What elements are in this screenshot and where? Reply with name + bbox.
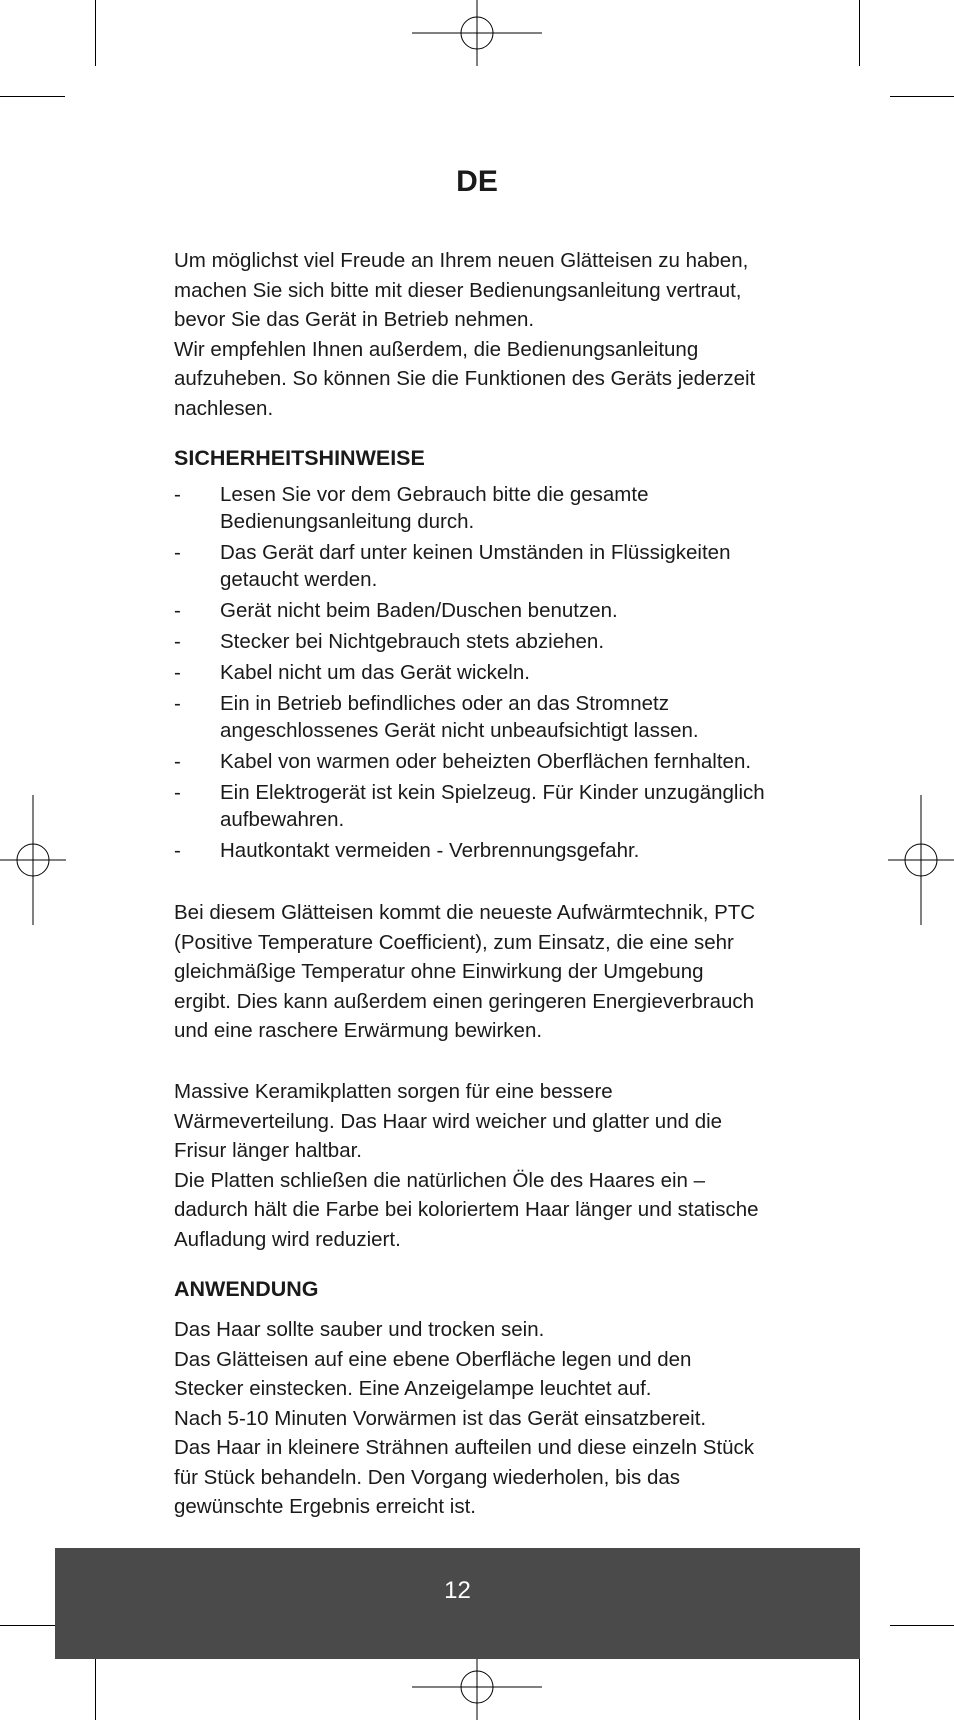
text-line: bevor Sie das Gerät in Betrieb nehmen. bbox=[174, 308, 535, 331]
list-bullet: - bbox=[174, 750, 181, 773]
list-item-text: Gerät nicht beim Baden/Duschen benutzen. bbox=[220, 599, 618, 622]
text-line: Bei diesem Glätteisen kommt die neueste Aufwärmtechnik, PTC bbox=[174, 901, 756, 924]
list-bullet: - bbox=[174, 692, 181, 715]
text-line: Wir empfehlen Ihnen außerdem, die Bedienungsanleitung bbox=[174, 337, 699, 361]
footer-bar bbox=[55, 1548, 860, 1659]
list-item-text: Kabel nicht um das Gerät wickeln. bbox=[220, 661, 530, 684]
text-line: machen Sie sich bitte mit dieser Bedienungsanleitung vertraut, bbox=[174, 278, 742, 302]
text-line: aufzuheben. So können Sie die Funktionen des Geräts jederzeit bbox=[174, 367, 756, 390]
text-line: Frisur länger haltbar. bbox=[174, 1139, 363, 1162]
list-item-text: angeschlossenes Gerät nicht unbeaufsichtigt lassen. bbox=[220, 719, 699, 742]
intro-paragraph bbox=[174, 246, 794, 423]
crop-mark-top-right-horizontal bbox=[890, 96, 954, 97]
text-line: Die Platten schließen die natürlichen Öle des Haares ein – bbox=[174, 1168, 706, 1192]
text-line: (Positive Temperature Coefficient), zum Einsatz, die eine sehr bbox=[174, 930, 734, 954]
list-item bbox=[174, 597, 814, 624]
list-bullet: - bbox=[174, 839, 181, 862]
list-bullet: - bbox=[174, 661, 181, 684]
usage-paragraph bbox=[174, 1315, 794, 1522]
text-line: dadurch hält die Farbe bei koloriertem Haar länger und statische bbox=[174, 1198, 759, 1221]
registration-mark-top-icon bbox=[412, 0, 542, 66]
crop-mark-bottom-right-horizontal bbox=[890, 1625, 954, 1626]
page-number: 12 bbox=[444, 1577, 471, 1604]
crop-mark-top-right-vertical bbox=[859, 0, 860, 66]
usage-heading: ANWENDUNG bbox=[174, 1277, 319, 1301]
list-item-text: Ein Elektrogerät ist kein Spielzeug. Für Kinder unzugänglich bbox=[220, 781, 765, 804]
list-bullet: - bbox=[174, 630, 181, 653]
list-item-text: Ein in Betrieb befindliches oder an das Stromnetz bbox=[220, 692, 669, 715]
list-item bbox=[174, 481, 814, 535]
list-item bbox=[174, 539, 814, 593]
text-line: und eine raschere Erwärmung bewirken. bbox=[174, 1019, 543, 1042]
ptc-paragraph bbox=[174, 898, 794, 1046]
list-item-text: Das Gerät darf unter keinen Umständen in Flüssigkeiten bbox=[220, 541, 731, 564]
text-line: Um möglichst viel Freude an Ihrem neuen Glätteisen zu haben, bbox=[174, 249, 749, 272]
text-line: gleichmäßige Temperatur ohne Einwirkung der Umgebung bbox=[174, 960, 704, 983]
text-line: Massive Keramikplatten sorgen für eine bessere bbox=[174, 1080, 613, 1103]
crop-mark-bottom-left-vertical bbox=[95, 1657, 96, 1720]
list-item-text: Lesen Sie vor dem Gebrauch bitte die gesamte bbox=[220, 483, 649, 506]
list-item-text: getaucht werden. bbox=[220, 568, 378, 591]
registration-mark-bottom-icon bbox=[412, 1654, 542, 1720]
list-bullet: - bbox=[174, 599, 181, 622]
safety-list bbox=[174, 481, 814, 868]
text-line: Nach 5-10 Minuten Vorwärmen ist das Gerät einsatzbereit. bbox=[174, 1406, 707, 1430]
text-line: Stecker einstecken. Eine Anzeigelampe leuchtet auf. bbox=[174, 1377, 652, 1400]
list-item bbox=[174, 690, 814, 744]
text-line: Das Glätteisen auf eine ebene Oberfläche legen und den bbox=[174, 1347, 692, 1371]
list-bullet: - bbox=[174, 781, 181, 804]
safety-heading: SICHERHEITSHINWEISE bbox=[174, 446, 425, 470]
list-item bbox=[174, 628, 814, 655]
ceramic-paragraph bbox=[174, 1077, 794, 1254]
list-item-text: Bedienungsanleitung durch. bbox=[220, 510, 475, 533]
language-heading: DE bbox=[456, 165, 498, 198]
list-item bbox=[174, 837, 814, 864]
list-item bbox=[174, 748, 814, 775]
registration-mark-right-icon bbox=[888, 795, 954, 925]
registration-mark-left-icon bbox=[0, 795, 66, 925]
crop-mark-bottom-right-vertical bbox=[859, 1657, 860, 1720]
list-item-text: Stecker bei Nichtgebrauch stets abziehen. bbox=[220, 630, 605, 653]
list-item bbox=[174, 779, 814, 833]
text-line: gewünschte Ergebnis erreicht ist. bbox=[174, 1495, 476, 1518]
crop-mark-top-left-horizontal bbox=[0, 96, 65, 97]
text-line: Aufladung wird reduziert. bbox=[174, 1227, 401, 1251]
list-bullet: - bbox=[174, 483, 181, 506]
list-bullet: - bbox=[174, 541, 181, 564]
text-line: Das Haar sollte sauber und trocken sein. bbox=[174, 1318, 545, 1341]
list-item-text: aufbewahren. bbox=[220, 808, 345, 831]
text-line: Wärmeverteilung. Das Haar wird weicher und glatter und die bbox=[174, 1109, 723, 1133]
text-line: für Stück behandeln. Den Vorgang wiederholen, bis das bbox=[174, 1465, 681, 1489]
list-item bbox=[174, 659, 814, 686]
list-item-text: Kabel von warmen oder beheizten Oberflächen fernhalten. bbox=[220, 750, 752, 773]
crop-mark-top-left-vertical bbox=[95, 0, 96, 66]
text-line: nachlesen. bbox=[174, 396, 274, 420]
list-item-text: Hautkontakt vermeiden - Verbrennungsgefahr. bbox=[220, 839, 640, 862]
text-line: Das Haar in kleinere Strähnen aufteilen und diese einzeln Stück bbox=[174, 1436, 755, 1459]
text-line: ergibt. Dies kann außerdem einen geringeren Energieverbrauch bbox=[174, 989, 755, 1013]
